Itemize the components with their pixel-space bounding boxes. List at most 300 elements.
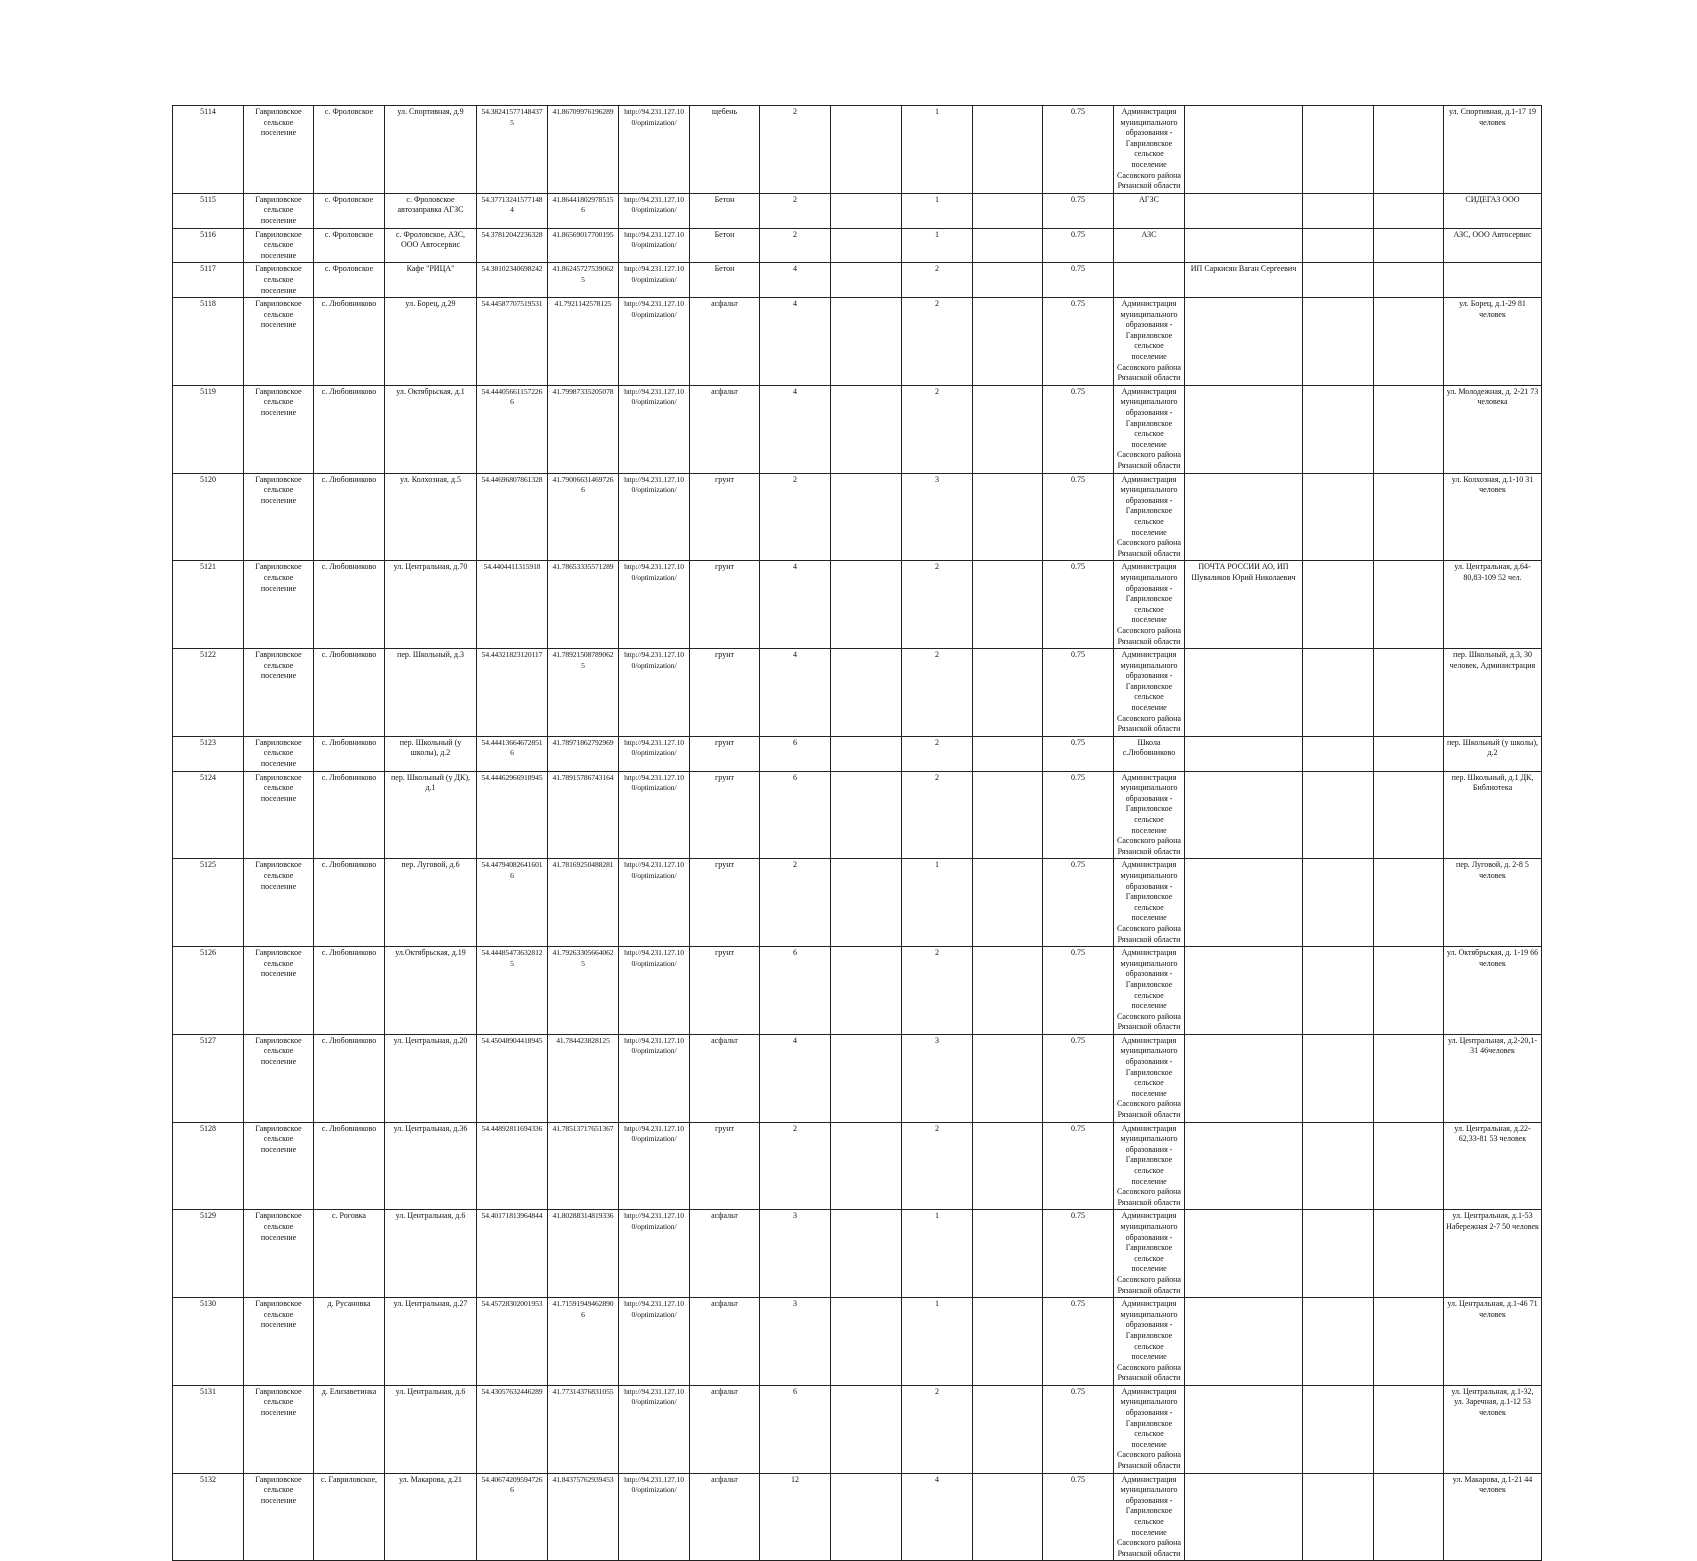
blank-cell [1374,859,1444,947]
blank-cell [831,385,902,473]
address-cell: пер. Школьный (у ДК), д.1 [385,771,477,859]
village-cell: с. Роговка [314,1210,385,1298]
organization-cell [1185,106,1303,194]
organization-cell [1185,1473,1303,1561]
organization-cell [1185,385,1303,473]
owner-cell: Администрация муниципального образования - Гавриловское сельское поселение Сасовского района Рязанской области [1114,1298,1185,1386]
longitude-cell: 41.86569017700195 [548,228,619,263]
owner-cell: Администрация муниципального образования - Гавриловское сельское поселение Сасовского района Рязанской области [1114,473,1185,561]
map-link[interactable]: http://94.231.127.10 0/optimization/ [619,561,690,649]
organization-cell [1185,947,1303,1035]
latitude-cell: 54.43057632446289 [477,1385,548,1473]
container-count-cell: 4 [760,385,831,473]
latitude-cell: 54.44587707519531 [477,298,548,386]
container-count-cell: 2 [760,106,831,194]
volume-cell: 0.75 [1043,736,1114,771]
longitude-cell: 41.78169250488281 [548,859,619,947]
organization-cell [1185,736,1303,771]
blank-cell [1303,561,1374,649]
row-number: 5123 [173,736,244,771]
surface-cell: грунт [690,859,760,947]
container-count-cell: 2 [760,473,831,561]
row-number: 5124 [173,771,244,859]
latitude-cell: 54.44413664672851 6 [477,736,548,771]
table-row [173,1473,1542,1561]
container-count-cell: 2 [760,193,831,228]
longitude-cell: 41.78653335571289 [548,561,619,649]
village-cell: д. Русановка [314,1298,385,1386]
volume-cell: 0.75 [1043,1210,1114,1298]
blank-cell [1374,228,1444,263]
blank-cell [831,1122,902,1210]
longitude-cell: 41.86245727539062 5 [548,263,619,298]
blank-cell [1303,1298,1374,1386]
organization-cell [1185,859,1303,947]
longitude-cell: 41.78513717651367 [548,1122,619,1210]
address-cell: пер. Школьный (у школы), д.2 [385,736,477,771]
address-cell: ул. Центральная, д.20 [385,1034,477,1122]
owner-cell: Администрация муниципального образования - Гавриловское сельское поселение Сасовского района Рязанской области [1114,771,1185,859]
blank-cell [973,473,1043,561]
owner-cell: Администрация муниципального образования - Гавриловское сельское поселение Сасовского района Рязанской области [1114,859,1185,947]
table-row [173,473,1542,561]
settlement-cell: Гавриловское сельское поселение [244,1210,314,1298]
longitude-cell: 41.80288314819336 [548,1210,619,1298]
map-link[interactable]: http://94.231.127.10 0/optimization/ [619,473,690,561]
map-link[interactable]: http://94.231.127.10 0/optimization/ [619,1385,690,1473]
volume-cell: 0.75 [1043,1298,1114,1386]
blank-cell [831,1385,902,1473]
longitude-cell: 41.79006631469726 6 [548,473,619,561]
row-number: 5130 [173,1298,244,1386]
blank-cell [973,228,1043,263]
container-count-cell: 2 [902,298,973,386]
address-cell: с. Фроловское автозаправка АГЗС [385,193,477,228]
village-cell: с. Любовниково [314,385,385,473]
owner-cell: АЗС [1114,228,1185,263]
volume-cell: 0.75 [1043,771,1114,859]
blank-cell [1303,736,1374,771]
container-count-cell: 1 [902,228,973,263]
surface-cell: грунт [690,1122,760,1210]
settlement-cell: Гавриловское сельское поселение [244,106,314,194]
blank-cell [831,649,902,737]
owner-cell [1114,263,1185,298]
blank-cell [973,947,1043,1035]
waste-source-cell: пер. Луговой, д. 2-8 5 человек [1444,859,1542,947]
waste-source-cell: ул. Центральная, д.1-53 Набережная 2-7 50 человек [1444,1210,1542,1298]
surface-cell: асфальт [690,1385,760,1473]
latitude-cell: 54.4404411315918 [477,561,548,649]
blank-cell [831,228,902,263]
waste-source-cell: пер. Школьный (у школы), д.2 [1444,736,1542,771]
village-cell: с. Любовниково [314,473,385,561]
waste-source-cell: ул. Молодежная, д. 2-21 73 человека [1444,385,1542,473]
map-link[interactable]: http://94.231.127.10 0/optimization/ [619,1473,690,1561]
blank-cell [1303,1034,1374,1122]
organization-cell [1185,771,1303,859]
table-row [173,193,1542,228]
container-count-cell: 1 [902,1298,973,1386]
blank-cell [1303,947,1374,1035]
latitude-cell: 54.40171813964844 [477,1210,548,1298]
blank-cell [973,1298,1043,1386]
address-cell: ул. Спортивная, д.9 [385,106,477,194]
settlement-cell: Гавриловское сельское поселение [244,298,314,386]
container-count-cell: 4 [760,298,831,386]
waste-source-cell: ул. Центральная, д.64-80,83-109 52 чел. [1444,561,1542,649]
organization-cell [1185,1298,1303,1386]
volume-cell: 0.75 [1043,473,1114,561]
container-count-cell: 2 [902,1385,973,1473]
blank-cell [973,1122,1043,1210]
waste-source-cell: ул. Центральная, д.1-32, ул. Заречная, д.1-12 53 человек [1444,1385,1542,1473]
blank-cell [1303,1385,1374,1473]
register-table [172,105,1542,1561]
map-link[interactable]: http://94.231.127.10 0/optimization/ [619,1210,690,1298]
latitude-cell: 54.40674209594726 6 [477,1473,548,1561]
latitude-cell: 54.37713241577148 4 [477,193,548,228]
volume-cell: 0.75 [1043,228,1114,263]
table-row [173,1385,1542,1473]
volume-cell: 0.75 [1043,649,1114,737]
map-link[interactable]: http://94.231.127.10 0/optimization/ [619,736,690,771]
owner-cell: Администрация муниципального образования - Гавриловское сельское поселение Сасовского района Рязанской области [1114,1210,1185,1298]
table-row [173,771,1542,859]
organization-cell [1185,1034,1303,1122]
latitude-cell: 54.45048904418945 [477,1034,548,1122]
address-cell: ул. Центральная, д.27 [385,1298,477,1386]
blank-cell [1374,561,1444,649]
settlement-cell: Гавриловское сельское поселение [244,561,314,649]
waste-source-cell: пер. Школьный, д.1 ДК, Библиотека [1444,771,1542,859]
blank-cell [973,298,1043,386]
container-count-cell: 1 [902,859,973,947]
village-cell: с. Фроловское [314,193,385,228]
latitude-cell: 54.38102340698242 [477,263,548,298]
village-cell: с. Гавриловское, [314,1473,385,1561]
address-cell: ул. Колхозная, д.5 [385,473,477,561]
surface-cell: грунт [690,771,760,859]
longitude-cell: 41.7921142578125 [548,298,619,386]
table-row [173,859,1542,947]
blank-cell [1374,947,1444,1035]
blank-cell [1303,228,1374,263]
blank-cell [973,859,1043,947]
map-link[interactable]: http://94.231.127.10 0/optimization/ [619,1122,690,1210]
volume-cell: 0.75 [1043,263,1114,298]
container-count-cell: 2 [902,1122,973,1210]
table-row [173,1034,1542,1122]
row-number: 5132 [173,1473,244,1561]
blank-cell [973,1034,1043,1122]
blank-cell [973,1473,1043,1561]
surface-cell: грунт [690,649,760,737]
owner-cell: Школа с.Любовниково [1114,736,1185,771]
blank-cell [1374,1210,1444,1298]
container-count-cell: 2 [760,859,831,947]
waste-source-cell: СИДЕГАЗ ООО [1444,193,1542,228]
container-count-cell: 12 [760,1473,831,1561]
container-count-cell: 6 [760,771,831,859]
organization-cell [1185,1385,1303,1473]
map-link[interactable]: http://94.231.127.10 0/optimization/ [619,771,690,859]
blank-cell [973,771,1043,859]
volume-cell: 0.75 [1043,106,1114,194]
map-link[interactable]: http://94.231.127.10 0/optimization/ [619,385,690,473]
blank-cell [1303,385,1374,473]
table-row [173,385,1542,473]
table-row [173,649,1542,737]
row-number: 5129 [173,1210,244,1298]
address-cell: ул. Центральная, д.70 [385,561,477,649]
table-row [173,1210,1542,1298]
owner-cell: Администрация муниципального образования - Гавриловское сельское поселение Сасовского района Рязанской области [1114,561,1185,649]
volume-cell: 0.75 [1043,385,1114,473]
waste-source-cell: АЗС, ООО Автосервис [1444,228,1542,263]
latitude-cell: 54.44696807861328 [477,473,548,561]
row-number: 5116 [173,228,244,263]
blank-cell [973,561,1043,649]
table-row [173,736,1542,771]
latitude-cell: 54.44321823120117 [477,649,548,737]
surface-cell: грунт [690,947,760,1035]
blank-cell [1374,473,1444,561]
map-link[interactable]: http://94.231.127.10 0/optimization/ [619,947,690,1035]
container-count-cell: 2 [902,947,973,1035]
blank-cell [1303,106,1374,194]
longitude-cell: 41.784423828125 [548,1034,619,1122]
waste-source-cell: ул. Спортивная, д.1-17 19 человек [1444,106,1542,194]
row-number: 5118 [173,298,244,386]
address-cell: Кафе "РИЦА" [385,263,477,298]
container-count-cell: 2 [902,736,973,771]
blank-cell [831,263,902,298]
container-count-cell: 2 [760,1122,831,1210]
volume-cell: 0.75 [1043,947,1114,1035]
surface-cell: асфальт [690,385,760,473]
blank-cell [1303,1122,1374,1210]
volume-cell: 0.75 [1043,1034,1114,1122]
latitude-cell: 54.45728302001953 [477,1298,548,1386]
latitude-cell: 54.37812042236328 [477,228,548,263]
blank-cell [1374,1473,1444,1561]
address-cell: ул.Октябрьская, д.19 [385,947,477,1035]
address-cell: ул. Макарова, д.21 [385,1473,477,1561]
latitude-cell: 54.44462966918945 [477,771,548,859]
organization-cell [1185,1210,1303,1298]
map-link[interactable]: http://94.231.127.10 0/optimization/ [619,649,690,737]
blank-cell [1374,736,1444,771]
latitude-cell: 54.44405661157226 6 [477,385,548,473]
blank-cell [973,649,1043,737]
blank-cell [831,1473,902,1561]
blank-cell [1303,771,1374,859]
table-row [173,106,1542,194]
map-link[interactable]: http://94.231.127.10 0/optimization/ [619,228,690,263]
blank-cell [831,771,902,859]
village-cell: с. Фроловское [314,228,385,263]
waste-source-cell: ул. Центральная, д.22-62,33-81 53 человек [1444,1122,1542,1210]
settlement-cell: Гавриловское сельское поселение [244,193,314,228]
blank-cell [1303,263,1374,298]
blank-cell [973,263,1043,298]
blank-cell [831,561,902,649]
row-number: 5126 [173,947,244,1035]
village-cell: с. Любовниково [314,859,385,947]
settlement-cell: Гавриловское сельское поселение [244,228,314,263]
row-number: 5114 [173,106,244,194]
table-body [173,106,1542,1561]
table-row [173,263,1542,298]
blank-cell [831,1210,902,1298]
longitude-cell: 41.79987335205078 [548,385,619,473]
organization-cell [1185,473,1303,561]
address-cell: ул. Октябрьская, д.1 [385,385,477,473]
container-count-cell: 4 [902,1473,973,1561]
waste-source-cell: ул. Центральная, д.2-20,1-31 46человек [1444,1034,1542,1122]
container-count-cell: 4 [760,263,831,298]
settlement-cell: Гавриловское сельское поселение [244,1473,314,1561]
settlement-cell: Гавриловское сельское поселение [244,1122,314,1210]
surface-cell: Бетон [690,263,760,298]
surface-cell: асфальт [690,1034,760,1122]
blank-cell [1374,106,1444,194]
blank-cell [973,1210,1043,1298]
longitude-cell: 41.78971862792969 [548,736,619,771]
blank-cell [831,859,902,947]
address-cell: пер. Школьный, д.3 [385,649,477,737]
surface-cell: грунт [690,473,760,561]
settlement-cell: Гавриловское сельское поселение [244,385,314,473]
blank-cell [973,385,1043,473]
container-count-cell: 1 [902,193,973,228]
row-number: 5127 [173,1034,244,1122]
waste-source-cell: ул. Борец, д.1-29 81 человек [1444,298,1542,386]
owner-cell: АГЗС [1114,193,1185,228]
settlement-cell: Гавриловское сельское поселение [244,947,314,1035]
village-cell: с. Любовниково [314,649,385,737]
row-number: 5125 [173,859,244,947]
address-cell: ул. Центральная, д.36 [385,1122,477,1210]
owner-cell: Администрация муниципального образования - Гавриловское сельское поселение Сасовского района Рязанской области [1114,1385,1185,1473]
waste-source-cell: ул. Октябрьская, д. 1-19 66 человек [1444,947,1542,1035]
container-count-cell: 1 [902,106,973,194]
longitude-cell: 41.78921508789062 5 [548,649,619,737]
table-row [173,561,1542,649]
owner-cell: Администрация муниципального образования - Гавриловское сельское поселение Сасовского района Рязанской области [1114,1473,1185,1561]
village-cell: с. Любовниково [314,561,385,649]
container-count-cell: 4 [760,649,831,737]
map-link[interactable]: http://94.231.127.10 0/optimization/ [619,859,690,947]
blank-cell [973,1385,1043,1473]
organization-cell: ПОЧТА РОССИИ АО, ИП Шуваликов Юрий Николаевич [1185,561,1303,649]
container-count-cell: 2 [902,263,973,298]
surface-cell: грунт [690,561,760,649]
village-cell: с. Любовниково [314,298,385,386]
blank-cell [1374,771,1444,859]
owner-cell: Администрация муниципального образования - Гавриловское сельское поселение Сасовского района Рязанской области [1114,1034,1185,1122]
container-count-cell: 6 [760,947,831,1035]
blank-cell [1374,1385,1444,1473]
address-cell: с. Фроловское, АЗС, ООО Автосервис [385,228,477,263]
container-count-cell: 2 [902,561,973,649]
settlement-cell: Гавриловское сельское поселение [244,1298,314,1386]
table-row [173,228,1542,263]
organization-cell: ИП Саркисян Ваган Сергеевич [1185,263,1303,298]
waste-source-cell: ул. Колхозная, д.1-10 31 человек [1444,473,1542,561]
map-link[interactable]: http://94.231.127.10 0/optimization/ [619,1034,690,1122]
blank-cell [831,1034,902,1122]
surface-cell: асфальт [690,1210,760,1298]
owner-cell: Администрация муниципального образования - Гавриловское сельское поселение Сасовского района Рязанской области [1114,385,1185,473]
surface-cell: грунт [690,736,760,771]
map-link[interactable]: http://94.231.127.10 0/optimization/ [619,193,690,228]
waste-source-cell [1444,263,1542,298]
organization-cell [1185,228,1303,263]
surface-cell: Бетон [690,228,760,263]
container-count-cell: 1 [902,1210,973,1298]
blank-cell [831,106,902,194]
container-count-cell: 2 [902,649,973,737]
settlement-cell: Гавриловское сельское поселение [244,473,314,561]
waste-source-cell: ул. Макарова, д.1-21 44 человек [1444,1473,1542,1561]
owner-cell: Администрация муниципального образования - Гавриловское сельское поселение Сасовского района Рязанской области [1114,947,1185,1035]
blank-cell [1303,649,1374,737]
blank-cell [973,736,1043,771]
blank-cell [1374,263,1444,298]
volume-cell: 0.75 [1043,1385,1114,1473]
blank-cell [1303,1210,1374,1298]
volume-cell: 0.75 [1043,859,1114,947]
row-number: 5121 [173,561,244,649]
container-count-cell: 3 [902,1034,973,1122]
map-link[interactable]: http://94.231.127.10 0/optimization/ [619,298,690,386]
blank-cell [1374,1122,1444,1210]
organization-cell [1185,193,1303,228]
map-link[interactable]: http://94.231.127.10 0/optimization/ [619,263,690,298]
village-cell: д. Елизаветинка [314,1385,385,1473]
blank-cell [831,193,902,228]
blank-cell [1303,298,1374,386]
row-number: 5122 [173,649,244,737]
village-cell: с. Любовниково [314,736,385,771]
map-link[interactable]: http://94.231.127.10 0/optimization/ [619,1298,690,1386]
container-count-cell: 2 [902,385,973,473]
blank-cell [1303,859,1374,947]
blank-cell [1303,473,1374,561]
volume-cell: 0.75 [1043,1122,1114,1210]
blank-cell [831,947,902,1035]
blank-cell [1374,298,1444,386]
latitude-cell: 54.44892811694336 [477,1122,548,1210]
blank-cell [831,1298,902,1386]
blank-cell [1303,1473,1374,1561]
map-link[interactable]: http://94.231.127.10 0/optimization/ [619,106,690,194]
village-cell: с. Любовниково [314,1034,385,1122]
blank-cell [1374,649,1444,737]
volume-cell: 0.75 [1043,1473,1114,1561]
latitude-cell: 54.44485473632812 5 [477,947,548,1035]
volume-cell: 0.75 [1043,298,1114,386]
row-number: 5117 [173,263,244,298]
organization-cell [1185,298,1303,386]
longitude-cell: 41.77314376831055 [548,1385,619,1473]
address-cell: ул. Центральная, д.6 [385,1385,477,1473]
blank-cell [1374,1298,1444,1386]
blank-cell [973,193,1043,228]
volume-cell: 0.75 [1043,193,1114,228]
